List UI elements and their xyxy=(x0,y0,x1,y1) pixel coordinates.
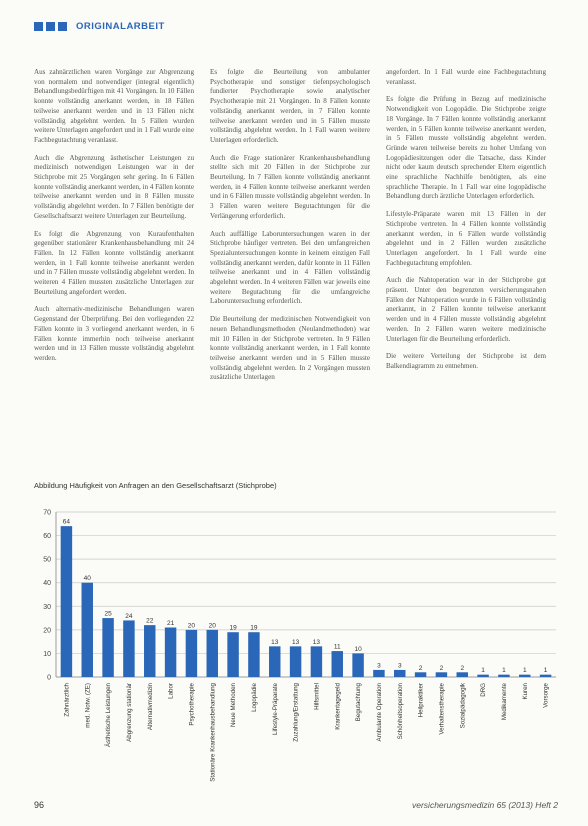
bar-value-label: 40 xyxy=(83,575,91,583)
bar-value-label: 24 xyxy=(125,612,133,620)
x-tick-label: Alternativmedizin xyxy=(146,683,154,731)
bar xyxy=(102,618,113,677)
header-square-icon xyxy=(58,22,67,31)
bar xyxy=(82,583,93,677)
bar xyxy=(498,675,509,677)
header-square-icon xyxy=(46,22,55,31)
bar-value-label: 2 xyxy=(460,664,465,672)
x-tick-label: DRG xyxy=(480,683,488,697)
section-title: ORIGINALARBEIT xyxy=(76,20,165,32)
x-tick-label: Krankentagegeld xyxy=(334,683,342,730)
bar-value-label: 21 xyxy=(166,620,175,627)
y-tick-label: 50 xyxy=(43,556,51,564)
bar xyxy=(394,670,405,677)
bar-value-label: 19 xyxy=(229,624,237,632)
text-column-3 xyxy=(386,68,546,380)
paragraph: Es folgte die Beurteilung von ambulanter Psychotherapie und sonstiger tiefenpsychologisch fundierter Psychotherapie sowie analytischer Psychotherapie mit 21 Vorgängen. In 8 Fällen konnte vollständig anerkannt werden, in 7 Fällen konnte teilweise anerkannt werden und in 5 Fällen musste vollständig abgelehnt werden. In 1 Fall waren weitere Unterlagen erforderlich. xyxy=(210,68,370,144)
paragraph: Es folgte die Prüfung in Bezug auf medizinische Notwendigkeit von Logopädie. Die Stichprobe zeigte 18 Vorgänge. In 7 Fällen konnte vollständig anerkannt werden, in 5 Fällen konnte teilweise anerkannt werden, in 5 Fällen musste vollständig abgelehnt werden. Gründe waren teilweise bereits zu hoher Umfang von Logopädiesitzungen oder die Tatsache, dass Kinder nicht oder kaum deutsch sprechender Eltern eigentlich eine sprachliche Nachhilfe benötigten, als eine sprachliche Therapie. In 1 Fall war eine logopädische Behandlung durch ärztliche Unterlagen erforderlich. xyxy=(386,95,546,201)
bar xyxy=(477,675,488,677)
bar xyxy=(373,670,384,677)
bar xyxy=(248,632,259,677)
x-tick-label: Schönheitsoperation xyxy=(396,683,404,740)
paragraph: Auch die Nahtoperation war in der Stichprobe gut präsent. Unter den begrenzten versicherungsnahen Fällen der Nahtoperation wurde in 6 Fällen vollständig anerkannt, in 2 Fällen konnte teilweise anerkannt werden und in 4 Fällen musste vollständig abgelehnt werden. In 2 Fällen waren weitere medizinische Unterlagen für die Beurteilung erforderlich. xyxy=(386,276,546,343)
bar-value-label: 13 xyxy=(291,638,300,646)
x-tick-label: Zahnärztlich xyxy=(63,683,71,717)
bar-value-label: 2 xyxy=(418,664,423,672)
x-tick-label: Kuren xyxy=(521,683,529,700)
x-tick-label: Begutachtung xyxy=(355,683,363,722)
bar xyxy=(290,646,301,677)
y-tick-label: 20 xyxy=(43,627,51,635)
bar xyxy=(519,675,530,677)
paragraph: Auch alternativ-medizinische Behandlungen waren Gegenstand der Überprüfung. Bei den vorliegenden 22 Fällen konnte in 3 vorliegend anerkannt werden, in 6 Fällen konnte immerhin noch teilweise anerkannt werden und in 13 Fällen musste vollständig abgelehnt werden. xyxy=(34,305,194,362)
bar-value-label: 3 xyxy=(397,662,402,670)
x-tick-label: Verhaltenstherapie xyxy=(438,683,446,735)
bar-value-label: 1 xyxy=(522,667,527,675)
bar xyxy=(123,620,134,677)
bar xyxy=(311,646,322,677)
paragraph: Auch auffällige Laboruntersuchungen waren in der Stichprobe häufiger vertreten. Bei den umfangreichen Spezialuntersuchungen konnte in keinem einzigen Fall vollständig anerkannt werden, dafür konnte in 11 Fällen teilweise anerkannt und in 4 Fällen vollständig abgelehnt werden. In 4 weiteren Fällen war jeweils eine weitere Begutachtung für die umfangreiche Laboruntersuchung erforderlich. xyxy=(210,229,370,306)
header-square-icon xyxy=(34,22,43,31)
bar xyxy=(415,672,426,677)
bar-value-label: 1 xyxy=(481,667,485,675)
x-tick-label: med. Notw. (ZE) xyxy=(84,683,92,728)
bar-value-label: 20 xyxy=(187,622,196,630)
text-column-2 xyxy=(210,68,370,391)
bar-value-label: 1 xyxy=(543,667,548,675)
paragraph: Die weitere Verteilung der Stichprobe ist dem Balkendiagramm zu entnehmen. xyxy=(386,352,546,370)
bar xyxy=(269,646,280,677)
bar-value-label: 25 xyxy=(104,610,112,618)
x-tick-label: Ambulante Operation xyxy=(375,683,383,742)
journal-reference: versicherungsmedizin 65 (2013) Heft 2 xyxy=(412,800,558,810)
x-tick-label: Logopädie xyxy=(250,683,258,712)
bar xyxy=(352,653,363,677)
bar xyxy=(436,672,447,677)
bar-value-label: 19 xyxy=(250,624,258,632)
y-tick-label: 10 xyxy=(43,650,51,658)
paragraph: Aus zahnärztlichen waren Vorgänge zur Abgrenzung von normalem und notwendiger (integral eigentlich) Behandlungsbedürftigen mit 41 Vorgängen. In 10 Fällen konnte vollständig anerkannt werden, in 18 Fällen teilweise anerkannt werden und in 13 Fällen nicht vollständig abgelehnt werden. In 5 Fällen wurden weitere Unterlagen angefordert und in 1 Fall wurde eine Fachbegutachtung veranlasst. xyxy=(34,68,194,144)
bar-value-label: 13 xyxy=(271,638,279,646)
bar xyxy=(457,672,468,677)
paragraph: Auch die Abgrenzung ästhetischer Leistungen zu medizinisch notwendigen Leistungen war in der Stichprobe mit 25 Vorgängen sehr gering. In 6 Fällen konnte vollständig anerkannt werden, in 4 Fällen konnte teilweise anerkannt werden und in 8 Fällen musste vollständig abgelehnt werden. In 7 Fällen benötigte der Gesellschaftsarzt weitere Unterlagen zur Beurteilung. xyxy=(34,153,194,220)
figure-caption: Abbildung Häufigkeit von Anfragen an den Gesellschaftsarzt (Stichprobe) xyxy=(34,481,277,490)
page-number: 96 xyxy=(34,800,45,810)
y-tick-label: 40 xyxy=(43,580,51,588)
bar xyxy=(61,526,72,677)
bar xyxy=(207,630,218,677)
bar-value-label: 1 xyxy=(502,667,506,675)
bar xyxy=(165,628,176,678)
x-tick-label: Vorsorge xyxy=(542,683,550,708)
y-tick-label: 0 xyxy=(47,674,51,682)
bar-value-label: 13 xyxy=(312,638,321,646)
bar xyxy=(332,651,343,677)
x-tick-label: Medikamente xyxy=(500,683,508,721)
page-header xyxy=(34,19,165,33)
x-tick-label: Stationäre Krankenhausbehandlung xyxy=(209,683,217,782)
bar-value-label: 11 xyxy=(333,643,341,651)
x-tick-label: Abgrenzung stationär xyxy=(125,683,133,742)
paragraph: Es folgt die Abgrenzung von Kuraufenthalten gegenüber stationärer Krankenhausbehandlung mit 24 Fällen. In 12 Fällen konnte vollständig anerkannt werden, in 1 Fall konnte teilweise anerkannt werden und in 7 Fällen musste vollständig abgelehnt werden. In weiteren 4 Fällen mussten zusätzliche Unterlagen zur Beurteilung angefordert werden. xyxy=(34,229,194,296)
paragraph: Lifestyle-Präparate waren mit 13 Fällen in der Stichprobe vertreten. In 4 Fällen konnte vollständig anerkannt werden, in 6 Fällen wurde vollständig abgelehnt und in 2 Fällen wurden zusätzliche Unterlagen angefordert. In 1 Fall wurde eine Fachbegutachtung empfohlen. xyxy=(386,210,546,267)
bar-value-label: 64 xyxy=(62,518,71,526)
x-tick-label: Zuzahlung/Erstattung xyxy=(292,683,300,742)
bar xyxy=(186,630,197,677)
bar xyxy=(227,632,238,677)
bar xyxy=(144,625,155,677)
x-tick-label: Psychotherapie xyxy=(188,683,196,726)
bar-chart xyxy=(34,504,564,789)
bar xyxy=(540,675,551,677)
y-tick-label: 30 xyxy=(43,603,51,611)
x-tick-label: Labor xyxy=(167,683,175,699)
text-column-1 xyxy=(34,68,194,372)
y-tick-label: 70 xyxy=(43,509,51,517)
x-tick-label: Lifestyle-Präparate xyxy=(271,683,279,735)
bar-value-label: 2 xyxy=(439,664,444,672)
x-tick-label: Ästhetische Leistungen xyxy=(105,683,113,747)
bar-value-label: 3 xyxy=(377,662,381,670)
paragraph: Die Beurteilung der medizinischen Notwendigkeit von neuen Behandlungsmethoden (Neulandmethoden) war mit 10 Fällen in der Stichprobe vertreten. In 9 Fällen konnte vollständig anerkannt werden, in 1 Fall konnte teilweise anerkannt werden und in 5 Fällen musste vollständig abgelehnt werden. In 2 Vorgängen mussten zusätzliche Unterlagen xyxy=(210,315,370,382)
bar-value-label: 10 xyxy=(354,645,362,653)
paragraph: angefordert. In 1 Fall wurde eine Fachbegutachtung veranlasst. xyxy=(386,68,546,86)
x-tick-label: Sozialpädagogik xyxy=(459,683,467,729)
x-tick-label: Heilpraktiker xyxy=(417,683,425,718)
x-tick-label: Neue Methoden xyxy=(230,683,238,728)
bar-value-label: 20 xyxy=(208,622,216,630)
paragraph: Auch die Frage stationärer Krankenhausbehandlung stellte sich mit 20 Fällen in der Stichprobe zur Beurteilung. In 7 Fällen konnte vollständig anerkannt werden, in 4 Fällen konnte teilweise anerkannt werden und in 6 Fällen musste vollständig abgelehnt werden. In 3 Fällen waren weitere Begutachtungen für die Verlängerung erforderlich. xyxy=(210,153,370,220)
y-tick-label: 60 xyxy=(43,533,51,541)
bar-value-label: 22 xyxy=(146,617,154,625)
x-tick-label: Hilfsmittel xyxy=(313,683,321,710)
